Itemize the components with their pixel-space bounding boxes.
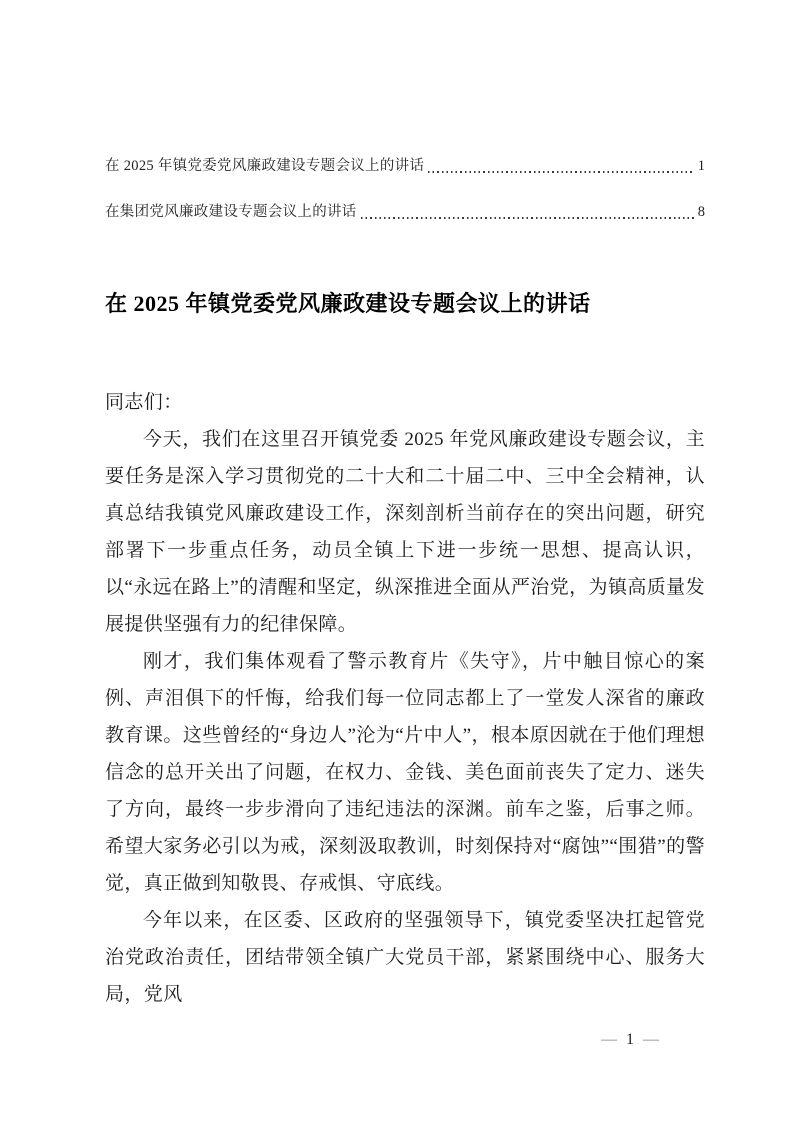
toc-entry-1[interactable] [105, 155, 705, 177]
toc-entry-2[interactable] [105, 201, 705, 223]
document-body [105, 384, 705, 1013]
toc-entry-title: 在 2025 年镇党委党风廉政建设专题会议上的讲话 [105, 158, 425, 174]
toc-dot-leader [428, 171, 694, 173]
toc-dot-leader [361, 217, 694, 219]
toc-entry-title: 在集团党风廉政建设专题会议上的讲话 [105, 204, 357, 220]
table-of-contents [105, 155, 705, 223]
footer-dash-right: — [643, 1031, 659, 1048]
paragraph-3: 今年以来，在区委、区政府的坚强领导下，镇党委坚决扛起管党治党政治责任，团结带领全镇广大党员干部，紧紧围绕中心、服务大局，党风 [105, 910, 705, 1005]
salutation: 同志们： [105, 392, 183, 413]
toc-page-number: 1 [697, 158, 705, 174]
paragraph-1: 今天，我们在这里召开镇党委 2025 年党风廉政建设专题会议，主要任务是深入学习贯彻党的二十大和二十届二中、三中全会精神，认真总结我镇党风廉政建设工作，深刻剖析当前存在的突出问题，研究部署下一步重点任务，动员全镇上下进一步统一思想、提高认识，以“永远在路上”的清醒和坚定，纵深推进全面从严治党，为镇高质量发展提供坚强有力的纪律保障。 [105, 429, 705, 635]
footer-page-number: 1 [626, 1031, 634, 1048]
footer-dash-left: — [601, 1031, 617, 1048]
paragraph-2: 刚才，我们集体观看了警示教育片《失守》，片中触目惊心的案例、声泪俱下的忏悔，给我们每一位同志都上了一堂发人深省的廉政教育课。这些曾经的“身边人”沦为“片中人”，根本原因就在于他们理想信念的总开关出了问题，在权力、金钱、美色面前丧失了定力、迷失了方向，最终一步步滑向了违纪违法的深渊。前车之鉴，后事之师。希望大家务必引以为戒，深刻汲取教训，时刻保持对“腐蚀”“围猎”的警觉，真正做到知敬畏、存戒惧、守底线。 [105, 651, 705, 894]
toc-page-number: 8 [697, 204, 705, 220]
document-title: 在 2025 年镇党委党风廉政建设专题会议上的讲话 [105, 291, 591, 316]
content-column [105, 0, 705, 1013]
page-footer [560, 1030, 700, 1050]
